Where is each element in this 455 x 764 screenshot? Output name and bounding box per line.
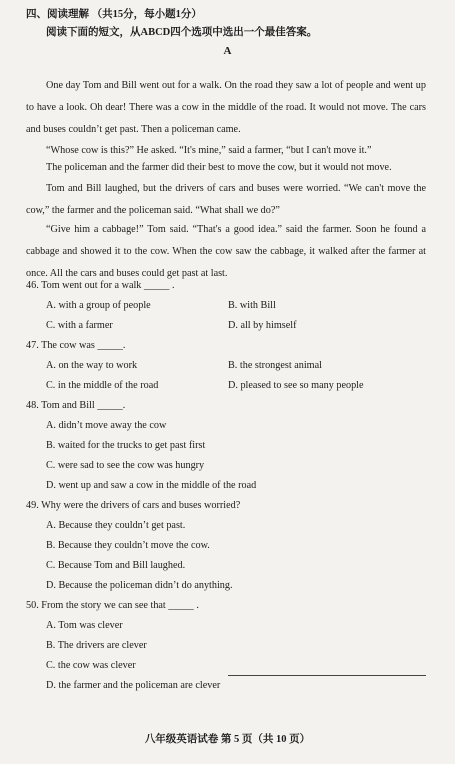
question-46-stem: 46. Tom went out for a walk _____ .	[26, 280, 175, 291]
divider-line	[228, 675, 426, 676]
question-46-option-d: D. all by himself	[228, 320, 297, 331]
question-48-option-d: D. went up and saw a cow in the middle of the road	[46, 480, 257, 491]
question-47-option-a: A. on the way to work	[46, 360, 138, 371]
question-46-option-b: B. with Bill	[228, 300, 276, 311]
question-50-option-a: A. Tom was clever	[46, 620, 123, 631]
question-49-option-d: D. Because the policeman didn’t do anything.	[46, 580, 233, 591]
question-50-option-c: C. the cow was clever	[46, 660, 136, 671]
passage-paragraph-1: One day Tom and Bill went out for a walk. On the road they saw a lot of people and went up to have a look. Oh dear! There was a cow in the middle of the road. It would not move. The cars and buses couldn’t get past. Then a policeman came.	[26, 80, 426, 135]
section-title: 四、阅读理解 （共15分，每小题1分）	[26, 9, 202, 20]
question-46-option-c: C. with a farmer	[46, 320, 113, 331]
question-47-option-b: B. the strongest animal	[228, 360, 322, 371]
question-48-stem: 48. Tom and Bill _____.	[26, 400, 126, 411]
question-49-stem: 49. Why were the drivers of cars and buses worried?	[26, 500, 241, 511]
question-46-option-a: A. with a group of people	[46, 300, 151, 311]
passage-label: A	[223, 45, 232, 57]
passage-paragraph-3: The policeman and the farmer did their best to move the cow, but it would not move.	[46, 162, 392, 173]
question-47-stem: 47. The cow was _____.	[26, 340, 126, 351]
question-49-option-a: A. Because they couldn’t get past.	[46, 520, 186, 531]
question-48-option-b: B. waited for the trucks to get past first	[46, 440, 206, 451]
question-48-option-a: A. didn’t move away the cow	[46, 420, 167, 431]
section-instruction: 阅读下面的短文，从ABCD四个选项中选出一个最佳答案。	[46, 27, 318, 38]
question-49-option-b: B. Because they couldn’t move the cow.	[46, 540, 210, 551]
question-50-option-d: D. the farmer and the policeman are clever	[46, 680, 221, 691]
passage-paragraph-2: “Whose cow is this?” He asked. “It's mine,” said a farmer, “but I can't move it.”	[46, 145, 372, 156]
question-49-option-c: C. Because Tom and Bill laughed.	[46, 560, 186, 571]
question-47-option-c: C. in the middle of the road	[46, 380, 159, 391]
passage-paragraph-5: “Give him a cabbage!” Tom said. “That's a good idea.” said the farmer. Soon he found a cabbage and showed it to the cow. When the cow saw the cabbage, it walked after the farmer at once. All the cars and buses could get past at last.	[26, 224, 426, 279]
question-47-option-d: D. pleased to see so many people	[228, 380, 364, 391]
passage-paragraph-4: Tom and Bill laughed, but the drivers of cars and buses were worried. “We can't move the cow,” the farmer and the policeman said. “What shall we do?”	[26, 183, 426, 216]
question-48-option-c: C. were sad to see the cow was hungry	[46, 460, 205, 471]
page-footer: 八年级英语试卷 第 5 页（共 10 页）	[144, 734, 311, 745]
question-50-option-b: B. The drivers are clever	[46, 640, 147, 651]
question-50-stem: 50. From the story we can see that _____ .	[26, 600, 199, 611]
